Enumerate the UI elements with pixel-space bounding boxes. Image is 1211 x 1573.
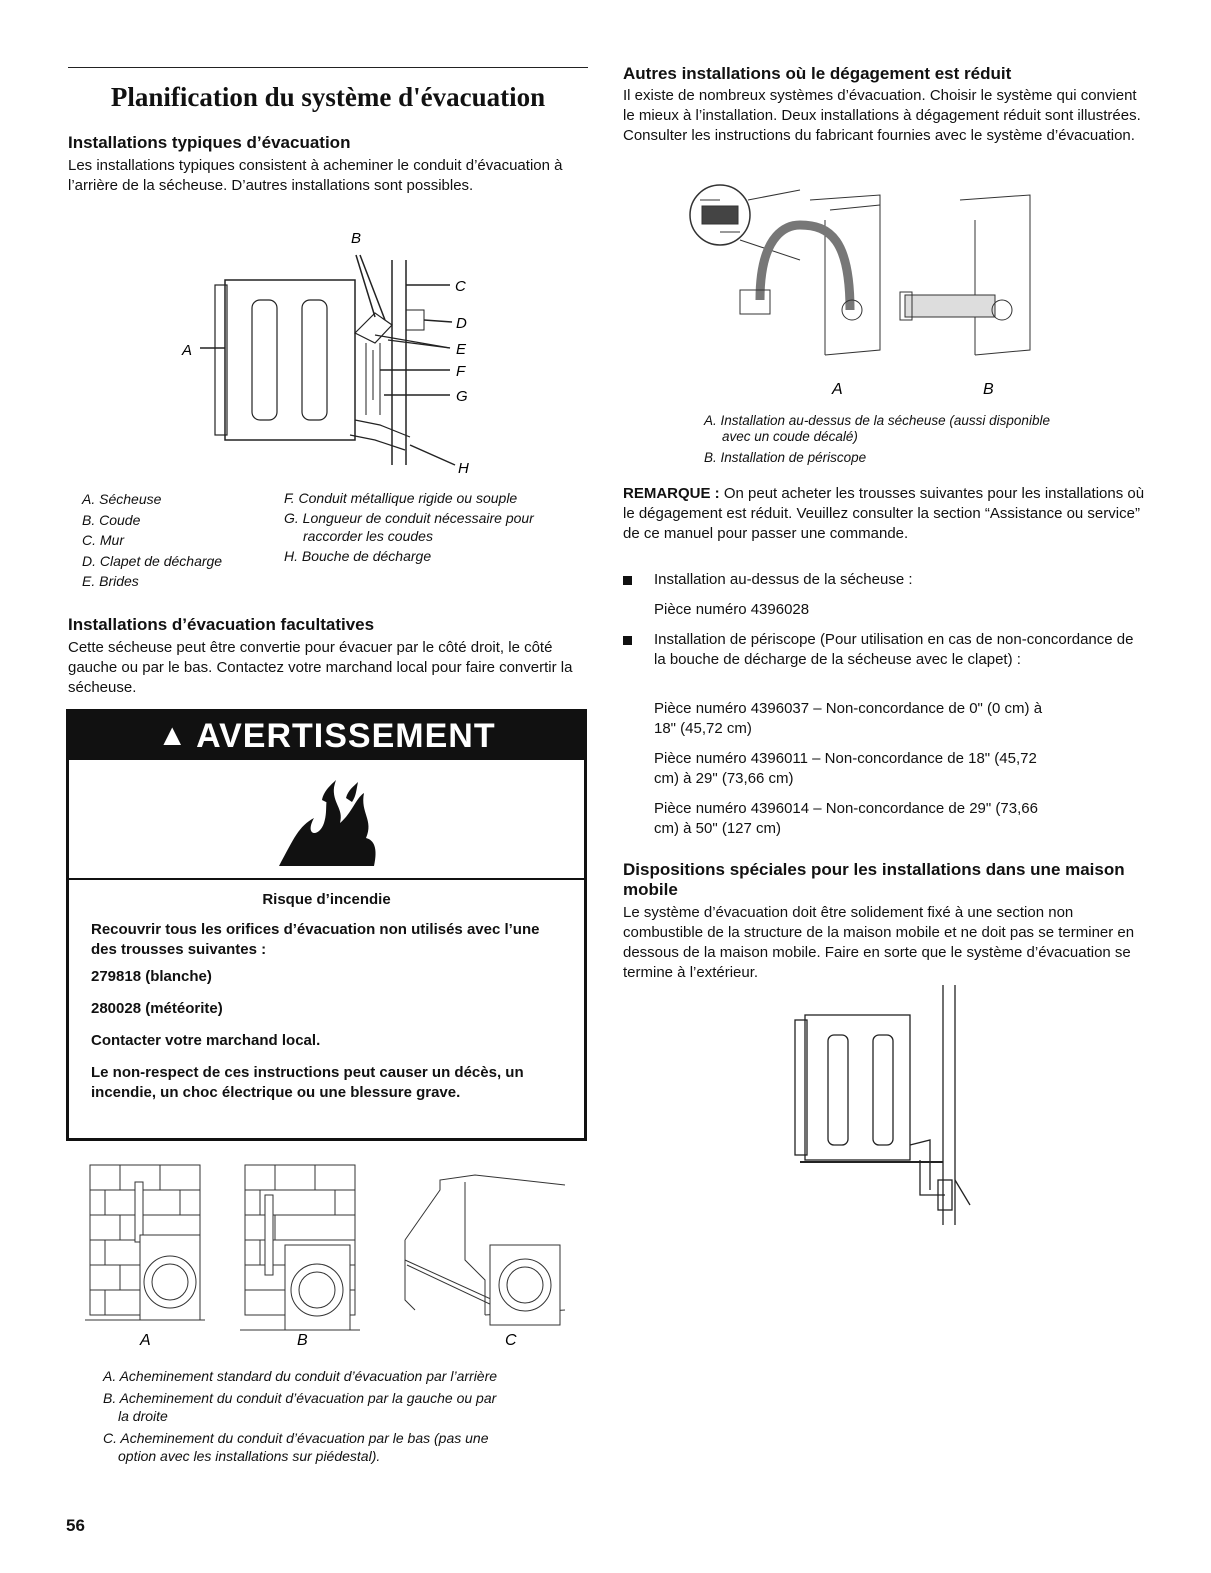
warning-header-text: AVERTISSEMENT bbox=[196, 716, 496, 755]
caption-line: avec un coude décalé) bbox=[722, 429, 858, 444]
fig3-captions bbox=[704, 413, 1134, 466]
fig1-label-c: C bbox=[455, 278, 466, 295]
caption-line: H. Bouche de décharge bbox=[284, 548, 432, 564]
bullet-icon bbox=[623, 636, 632, 645]
warning-kit1: 279818 (blanche) bbox=[91, 968, 212, 985]
optional-heading: Installations d’évacuation facultatives bbox=[68, 615, 375, 634]
fig2-label-c: C bbox=[505, 1332, 517, 1349]
typical-text: Les installations typiques consistent à acheminer le conduit d’évacuation à l’arrière de la sécheuse. D’autres installations sont possibles. bbox=[68, 157, 563, 194]
dryer-exhaust-diagram bbox=[170, 225, 490, 480]
fire-icon bbox=[274, 778, 384, 870]
fig1-label-h: H bbox=[458, 460, 469, 477]
exhaust-routing-diagram bbox=[85, 1160, 575, 1355]
fig1-captions-col1 bbox=[82, 489, 222, 592]
caption-line: C. Acheminement du conduit d’évacuation par le bas (pas une bbox=[103, 1430, 489, 1446]
caption-line: F. Conduit métallique rigide ou souple bbox=[284, 490, 518, 506]
warning-triangle-icon: ▲ bbox=[157, 719, 189, 752]
caption-line: D. Clapet de décharge bbox=[82, 552, 223, 569]
part-line-1: Pièce numéro 4396037 – Non-concordance de 0" (0 cm) à 18" (45,72 cm) bbox=[654, 700, 1043, 737]
fig2-label-b: B bbox=[297, 1332, 308, 1349]
caption-line: raccorder les coudes bbox=[303, 528, 433, 544]
fig3-label-a: A bbox=[832, 381, 843, 398]
warning-kit2: 280028 (météorite) bbox=[91, 1000, 223, 1017]
warning-separator bbox=[69, 878, 584, 880]
caption-line: B. Acheminement du conduit d’évacuation par la gauche ou par bbox=[103, 1390, 497, 1406]
fig1-label-f: F bbox=[456, 363, 466, 380]
title-rule bbox=[68, 67, 588, 68]
mobile-home-diagram bbox=[780, 980, 990, 1230]
fig1-label-g: G bbox=[456, 388, 468, 405]
caption-line: G. Longueur de conduit nécessaire pour bbox=[284, 510, 534, 526]
page-title: Planification du système d'évacuation bbox=[110, 82, 546, 112]
fig2-label-a: A bbox=[140, 1332, 151, 1349]
part-line-3: Pièce numéro 4396014 – Non-concordance de 29" (73,66 cm) à 50" (127 cm) bbox=[654, 800, 1038, 837]
reduced-text: Il existe de nombreux systèmes d’évacuation. Choisir le système qui convient le mieux à l’installation. Deux installations à dégagement réduit sont illustrées. Consulter les instructions du fabricant fournies avec le système d’évacuation. bbox=[623, 87, 1141, 144]
caption-line: la droite bbox=[118, 1408, 168, 1424]
caption-line: B. Installation de périscope bbox=[704, 450, 867, 465]
page-number: 56 bbox=[66, 1516, 85, 1535]
typical-heading: Installations typiques d’évacuation bbox=[68, 133, 351, 152]
fig1-label-e: E bbox=[456, 341, 467, 358]
mobile-text: Le système d’évacuation doit être solidement fixé à une section non combustible de la structure de la maison mobile et ne doit pas se terminer en dessous de la maison mobile. Faire en sorte que le système d’évacuation se termine à l’extérieur. bbox=[623, 904, 1135, 981]
fig1-captions-col2 bbox=[284, 489, 534, 565]
warning-box bbox=[66, 709, 587, 1141]
warning-contact: Contacter votre marchand local. bbox=[91, 1032, 321, 1049]
warning-consequence: Le non-respect de ces instructions peut causer un décès, un incendie, un choc électrique ou une blessure grave. bbox=[91, 1064, 524, 1101]
caption-line: A. Sécheuse bbox=[82, 491, 162, 507]
warning-line1: Recouvrir tous les orifices d’évacuation non utilisés avec l’une des trousses suivantes : bbox=[91, 921, 540, 958]
note-label: REMARQUE : bbox=[623, 485, 720, 502]
caption-line: B. Coude bbox=[82, 511, 141, 528]
mobile-heading: Dispositions spéciales pour les installations dans une maison mobile bbox=[623, 860, 1125, 899]
note-text: On peut acheter les trousses suivantes pour les installations où le dégagement est réduit. Veuillez consulter la section “Assistance ou service” de ce manuel pour passer une commande. bbox=[623, 485, 1145, 542]
bullet1-text: Installation au-dessus de la sécheuse : bbox=[654, 571, 913, 588]
reduced-clearance-diagram bbox=[680, 180, 1050, 400]
caption-line: option avec les installations sur piédestal). bbox=[118, 1448, 381, 1464]
fig1-label-a: A bbox=[182, 342, 193, 359]
caption-line: C. Mur bbox=[82, 532, 124, 548]
reduced-heading: Autres installations où le dégagement est réduit bbox=[623, 64, 1012, 83]
part-line-2: Pièce numéro 4396011 – Non-concordance de 18" (45,72 cm) à 29" (73,66 cm) bbox=[654, 750, 1037, 787]
bullet-icon bbox=[623, 576, 632, 585]
caption-line: E. Brides bbox=[82, 573, 139, 589]
optional-text: Cette sécheuse peut être convertie pour évacuer par le côté droit, le côté gauche ou par le bas. Contactez votre marchand local pour faire convertir la sécheuse. bbox=[68, 639, 573, 696]
caption-line: A. Installation au-dessus de la sécheuse (aussi disponible bbox=[704, 413, 1050, 428]
fig1-label-b: B bbox=[351, 230, 362, 247]
fig1-label-d: D bbox=[456, 315, 467, 332]
warning-header bbox=[69, 712, 584, 760]
note-paragraph bbox=[623, 484, 1148, 544]
bullet1-part: Pièce numéro 4396028 bbox=[654, 601, 810, 618]
fig3-label-b: B bbox=[983, 381, 994, 398]
hazard-title: Risque d’incendie bbox=[262, 891, 391, 908]
caption-line: A. Acheminement standard du conduit d’évacuation par l’arrière bbox=[103, 1368, 498, 1384]
bullet2-text: Installation de périscope (Pour utilisation en cas de non-concordance de la bouche de décharge de la sécheuse avec le clapet) : bbox=[654, 631, 1134, 668]
fig2-captions bbox=[103, 1367, 583, 1465]
